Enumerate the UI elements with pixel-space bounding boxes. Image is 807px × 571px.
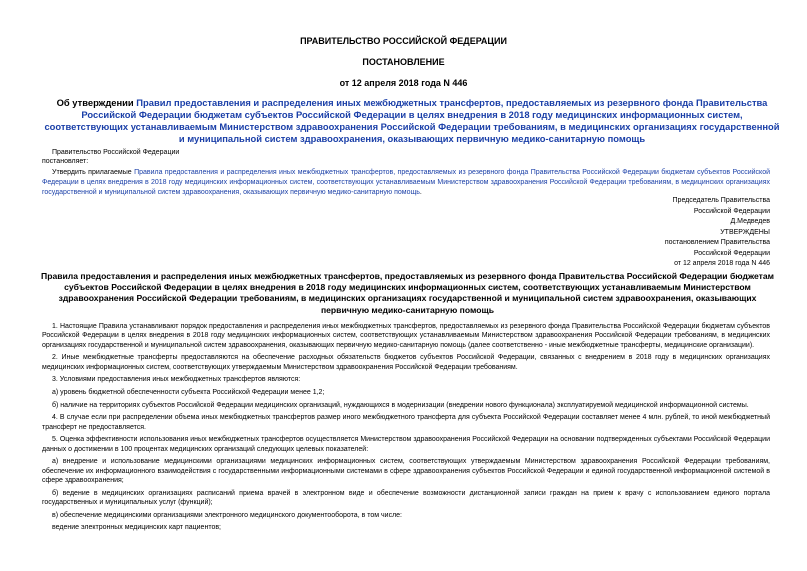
paragraph: а) внедрение и использование медицинскими организациями медицинских информационных систем, соответствующих утверждаемым Министерством здравоохранения Российской Федерации требованиям, обеспечение их информационного взаимодействия с государственными информационными системами в сфере здравоохранения субъектов Российской Федерации и единой государственной информационной системой в сфере здравоохранения; (42, 458, 770, 484)
preamble-government: Правительство Российской Федерации (52, 149, 180, 156)
rules-title: Правила предоставления и распределения иных межбюджетных трансфертов, предоставляемых из резервного фонда Правительства Российской Федерации бюджетам субъектов Российской Федерации в целях внедрения в 2018 году медицинских информационных систем, соответствующих устанавливаемым Министерством здравоохранения Российской Федерации требованиям, в медицинских организациях государственной и муниципальной систем здравоохранения, оказывающих первичную медико-санитарную помощь (41, 271, 774, 315)
document-type-heading: ПОСТАНОВЛЕНИЕ (362, 57, 445, 67)
paragraph: б) наличие на территориях субъектов Российской Федерации медицинских организаций, нуждающихся в модернизации (внедрении нового функционала) эксплуатируемой медицинской информационной системы. (52, 401, 749, 409)
paragraph: 2. Иные межбюджетные трансферты предоставляются на обеспечение расходных обязательств бюджетов субъектов Российской Федерации, связанных с внедрением в 2018 году в медицинских организациях медицинских информационных систем, соответствующих утверждаемым Министерством здравоохранения Российской Федерации требованиям. (42, 354, 770, 371)
approved-country: Российской Федерации (693, 249, 770, 257)
approve-prefix: Утвердить прилагаемые (52, 169, 135, 176)
government-heading: ПРАВИТЕЛЬСТВО РОССИЙСКОЙ ФЕДЕРАЦИИ (300, 36, 507, 46)
paragraph: а) уровень бюджетной обеспеченности субъекта Российской Федерации менее 1,2; (52, 389, 325, 396)
signature-country: Российской Федерации (693, 207, 770, 215)
title-rules-link[interactable]: Правил предоставления и распределения иных межбюджетных трансфертов, предоставляемых из резервного фонда Правительства Российской Федерации бюджетам субъектов Российской Федерации в целях внедрения в 2018 году медицинских информационных систем, соответствующих устанавливаемым Министерством здравоохранения Российской Федерации требованиям, в медицинских организациях государственной и муниципальной систем здравоохранения, оказывающих первичную медико-санитарную помощь (44, 97, 780, 144)
paragraph: 4. В случае если при распределении объема иных межбюджетных трансфертов размер иного межбюджетного трансферта для субъекта Российской Федерации составляет менее 4 млн. рублей, то иной межбюджетный трансферт не предоставляется. (42, 414, 770, 431)
approve-suffix: . (419, 189, 422, 196)
paragraph: 5. Оценка эффективности использования иных межбюджетных трансфертов осуществляется Министерством здравоохранения Российской Федерации на основании подтвержденных субъектами Российской Федерации данных о достижении в 100 процентах медицинских организаций следующих целевых показателей: (42, 436, 770, 453)
paragraph: ведение электронных медицинских карт пациентов; (52, 524, 222, 532)
approved-label: УТВЕРЖДЕНЫ (720, 228, 770, 236)
signature-block (560, 196, 770, 270)
paragraph: 1. Настоящие Правила устанавливают порядок предоставления и распределения иных межбюджетных трансфертов, предоставляемых из резервного фонда Правительства Российской Федерации бюджетам субъектов Российской Федерации в целях внедрения в 2018 году медицинских информационных систем, соответствующих устанавливаемым Министерством здравоохранения Российской Федерации требованиям, в медицинских организациях государственной и муниципальной систем здравоохранения, оказывающих первичную медико-санитарную помощь (далее соответственно - иные межбюджетные трансферты, медицинские организации). (42, 323, 770, 349)
signature-position: Председатель Правительства (672, 197, 770, 204)
approve-rules-link[interactable]: Правила предоставления и распределения иных межбюджетных трансфертов, предоставляемых из резервного фонда Правительства Российской Федерации бюджетам субъектов Российской Федерации в целях внедрения в 2018 году медицинских информационных систем, соответствующих устанавливаемым Министерством здравоохранения Российской Федерации требованиям, в медицинских организациях государственной и муниципальной систем здравоохранения, оказывающих первичную медико-санитарную помощь (42, 169, 770, 196)
preamble-decrees: постановляет: (42, 158, 89, 165)
paragraph: б) ведение в медицинских организациях расписаний приема врачей в электронном виде и обеспечение возможности дистанционной записи граждан на прием к врачу с использованием единого портала государственных и муниципальных услуг (функций); (42, 489, 770, 506)
title-prefix: Об утверждении (56, 97, 137, 108)
document-title (42, 97, 782, 145)
approved-by: постановлением Правительства (664, 239, 770, 246)
paragraph: в) обеспечение медицинскими организациями электронного медицинского документооборота, в том числе: (52, 511, 403, 519)
approve-paragraph (42, 168, 770, 198)
paragraph: 3. Условиями предоставления иных межбюджетных трансфертов являются: (52, 376, 301, 384)
rules-body (42, 322, 770, 536)
approved-date: от 12 апреля 2018 года N 446 (674, 260, 770, 267)
document-date-number: от 12 апреля 2018 года N 446 (339, 78, 468, 88)
signature-name: Д.Медведев (730, 218, 770, 225)
